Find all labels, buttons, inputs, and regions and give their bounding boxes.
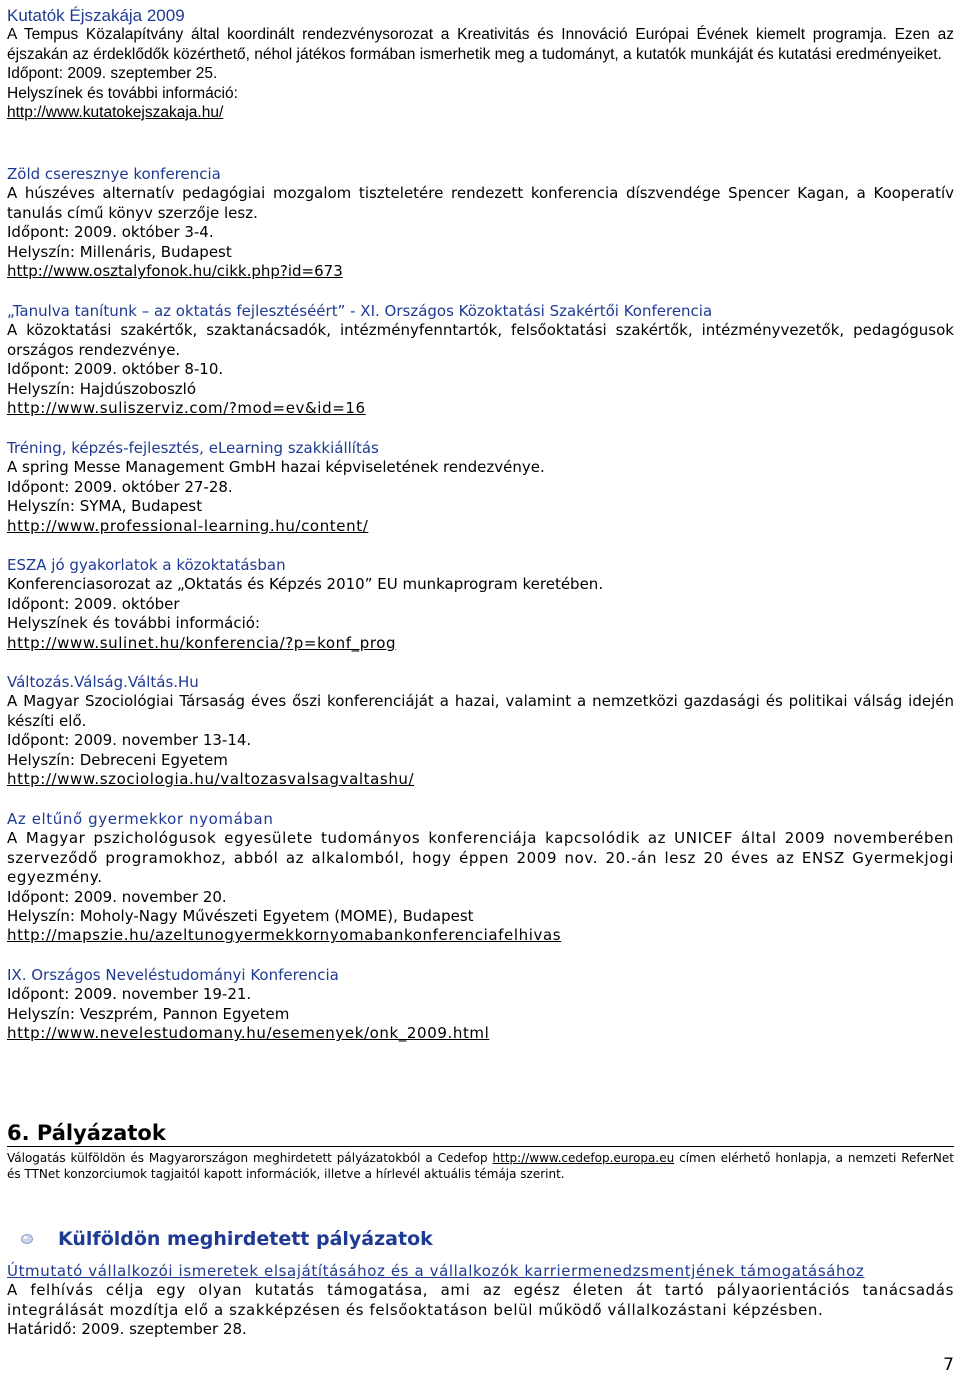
- event-place: Helyszín: Moholy-Nagy Művészeti Egyetem (MOME), Budapest: [7, 907, 474, 926]
- tender-item: [7, 1262, 954, 1340]
- event-title: Zöld cseresznye konferencia: [7, 165, 221, 183]
- event-title: Az eltűnő gyermekkor nyomában: [7, 810, 274, 828]
- event-title: ESZA jó gyakorlatok a közoktatásban: [7, 556, 286, 574]
- event-description: A közoktatási szakértők, szaktanácsadók, intézményfenntartók, felsőoktatási szakértők, intézményvezetők, pedagógusok országos rendezvénye.: [7, 321, 954, 359]
- event-link[interactable]: http://www.osztalyfonok.hu/cikk.php?id=673: [7, 262, 343, 281]
- event-place: Helyszín: Millenáris, Budapest: [7, 242, 232, 261]
- event-date: Időpont: 2009. szeptember 25.: [7, 65, 218, 83]
- event-date: Időpont: 2009. november 13-14.: [7, 731, 252, 750]
- event-place: Helyszín: Veszprém, Pannon Egyetem: [7, 1004, 290, 1023]
- event-nevelestudomanyi-konferencia: [7, 966, 954, 1044]
- event-link[interactable]: http://www.suliszerviz.com/?mod=ev&id=16: [7, 399, 366, 418]
- event-place: Helyszín: Debreceni Egyetem: [7, 750, 228, 769]
- event-date: Időpont: 2009. november 20.: [7, 887, 227, 906]
- tender-description: A felhívás célja egy olyan kutatás támogatása, ami az egész életen át tartó pályaorientációs tanácsadás integrálását mozdítja elő a szakképzésen és felsőoktatáson belül működő vállalkozástani képzésben.: [7, 1281, 954, 1319]
- event-description: Konferenciasorozat az „Oktatás és Képzés 2010” EU munkaprogram keretében.: [7, 575, 604, 594]
- event-date: Időpont: 2009. november 19-21.: [7, 985, 252, 1004]
- event-link[interactable]: http://www.sulinet.hu/konferencia/?p=konf_prog: [7, 633, 397, 652]
- event-link[interactable]: http://www.professional-learning.hu/content/: [7, 516, 369, 535]
- section-heading: 6. Pályázatok: [7, 1120, 954, 1147]
- subsection-heading: Külföldön meghirdetett pályázatok: [58, 1228, 433, 1250]
- event-valtozas-valsag-valtas: [7, 673, 954, 789]
- event-link[interactable]: http://www.nevelestudomany.hu/esemenyek/onk_2009.html: [7, 1024, 490, 1043]
- event-place: Helyszínek és további információ:: [7, 614, 261, 633]
- event-place: Helyszín: SYMA, Budapest: [7, 497, 203, 516]
- event-esza-jo-gyakorlatok: [7, 556, 954, 653]
- event-description: A Magyar Szociológiai Társaság éves őszi konferenciáját a hazai, valamint a nemzetközi gazdasági és politikai válság idején készíti elő.: [7, 692, 954, 730]
- event-eltuno-gyermekkor: [7, 810, 954, 946]
- event-title: Tréning, képzés-fejlesztés, eLearning szakkiállítás: [7, 439, 379, 457]
- intro-text-end: címen elérhető honlapja, a nemzeti ReferNet és TTNet konzorciumok tagjaitól kapott információk, illetve a hírlevél aktuális témája szerint.: [7, 1151, 954, 1181]
- event-tanulva-tanitunk: [7, 302, 954, 418]
- event-link[interactable]: http://mapszie.hu/azeltunogyermekkornyomabankonferenciafelhivas: [7, 926, 562, 945]
- cedefop-link[interactable]: http://www.cedefop.europa.eu: [492, 1151, 675, 1165]
- event-description: A húszéves alternatív pedagógiai mozgalom tiszteletére rendezett konferencia díszvendége Spencer Kagan, a Kooperatív tanulás című könyv szerzője lesz.: [7, 184, 954, 222]
- event-date: Időpont: 2009. október 8-10.: [7, 360, 224, 379]
- event-date: Időpont: 2009. október 27-28.: [7, 477, 233, 496]
- tender-deadline: Határidő: 2009. szeptember 28.: [7, 1320, 247, 1339]
- event-zold-cseresznye: [7, 165, 954, 281]
- event-kutatok-ejszakaja: [7, 6, 954, 122]
- event-description: A Magyar pszichológusok egyesülete tudományos konferenciája kapcsolódik az UNICEF által 2009 novemberében szerveződő programokhoz, abból az alkalomból, hogy éppen 2009 nov. 20.-án lesz 20 éves az ENSZ Gyermekjogi egyezmény.: [7, 829, 954, 887]
- event-title: IX. Országos Neveléstudományi Konferencia: [7, 966, 339, 984]
- event-description: A spring Messe Management GmbH hazai képviseletének rendezvénye.: [7, 458, 545, 477]
- tender-title[interactable]: Útmutató vállalkozói ismeretek elsajátításához és a vállalkozók karriermenedzsmentjének támogatásához: [7, 1262, 865, 1280]
- event-place: Helyszín: Hajdúszoboszló: [7, 379, 197, 398]
- event-link[interactable]: http://www.kutatokejszakaja.hu/: [7, 104, 224, 122]
- event-title: Változás.Válság.Váltás.Hu: [7, 673, 199, 691]
- bullet-icon: [18, 1230, 36, 1246]
- event-date: Időpont: 2009. október 3-4.: [7, 223, 214, 242]
- event-title: Kutatók Éjszakája 2009: [7, 6, 185, 25]
- page-number: 7: [943, 1355, 954, 1375]
- event-link[interactable]: http://www.szociologia.hu/valtozasvalsagvaltashu/: [7, 770, 415, 789]
- event-description: A Tempus Közalapítvány által koordinált rendezvénysorozat a Kreativitás és Innováció Európai Évének kiemelt programja. Ezen az éjszakán az érdeklődők közérthető, néhol játékos formában ismerhetik meg a tudományt, a kutatók munkáját és kutatási eredményeiket.: [7, 26, 954, 63]
- event-date: Időpont: 2009. október: [7, 594, 180, 613]
- event-trening-szakkiallitas: [7, 439, 954, 536]
- event-title: „Tanulva tanítunk – az oktatás fejlesztéséért” - XI. Országos Közoktatási Szakértői Konferencia: [7, 302, 713, 320]
- event-place: Helyszínek és további információ:: [7, 84, 238, 102]
- section-intro: [7, 1150, 954, 1182]
- intro-text: Válogatás külföldön és Magyarországon meghirdetett pályázatokból a Cedefop: [7, 1151, 493, 1165]
